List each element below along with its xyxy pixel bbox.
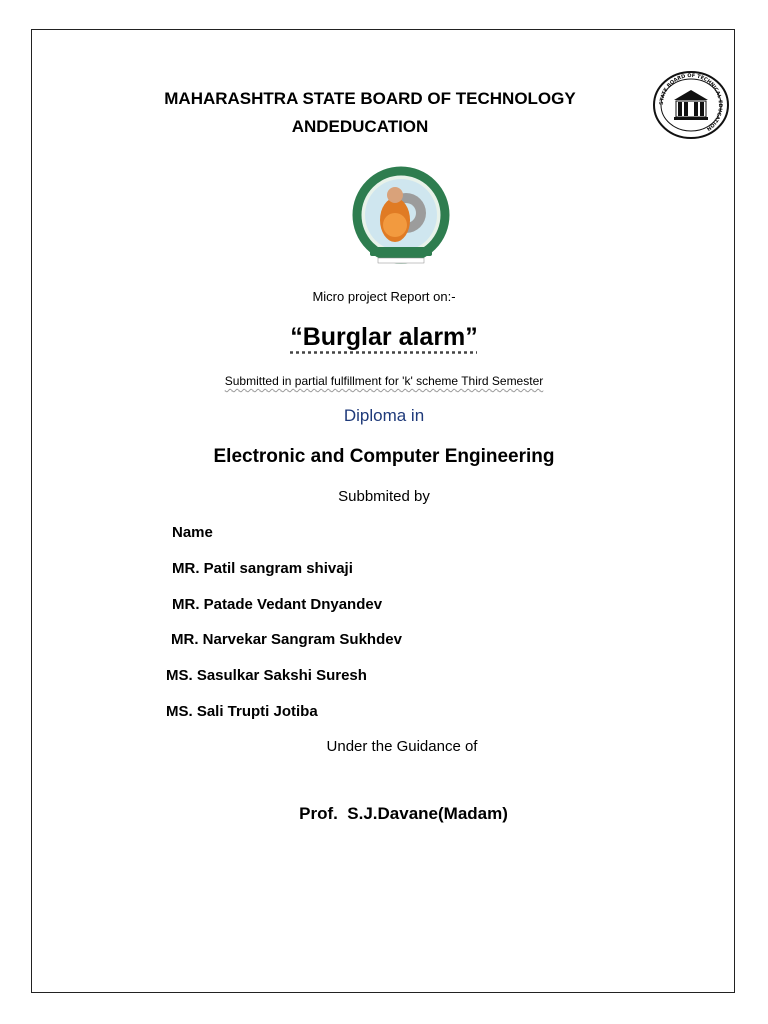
report-title-text: “Burglar alarm”: [290, 323, 478, 351]
submitted-by-label: Subbmited by: [338, 488, 430, 505]
submission-note-text: Submitted in partial fulfillment for 'k' scheme Third Semester: [224, 374, 544, 388]
msbte-seal-text: STATE BOARD OF TECHNICAL EDUCATION: [658, 72, 724, 132]
submission-note: [0, 374, 768, 388]
board-title: [140, 85, 600, 141]
team-member: MS. Sali Trupti Jotiba: [166, 703, 318, 720]
report-title: [0, 323, 768, 352]
team-member: MR. Patil sangram shivaji: [172, 560, 353, 577]
team-member: MS. Sasulkar Sakshi Suresh: [166, 667, 367, 684]
board-title-line1: MAHARASHTRA STATE BOARD OF TECHNOLOGY: [164, 89, 576, 108]
department-name: Electronic and Computer Engineering: [213, 446, 555, 467]
diploma-label: Diploma in: [343, 406, 425, 425]
msbte-seal-icon: [652, 70, 730, 140]
team-member: MR. Narvekar Sangram Sukhdev: [171, 631, 402, 648]
college-emblem-icon: [348, 165, 454, 269]
team-member: MR. Patade Vedant Dnyandev: [172, 596, 383, 613]
micro-project-label: Micro project Report on:-: [312, 289, 456, 304]
guidance-label: Under the Guidance of: [326, 738, 478, 755]
board-title-line2: ANDEDUCATION: [291, 117, 429, 136]
guide-name: Prof. S.J.Davane(Madam): [299, 804, 508, 823]
team-heading: Name: [172, 524, 213, 541]
